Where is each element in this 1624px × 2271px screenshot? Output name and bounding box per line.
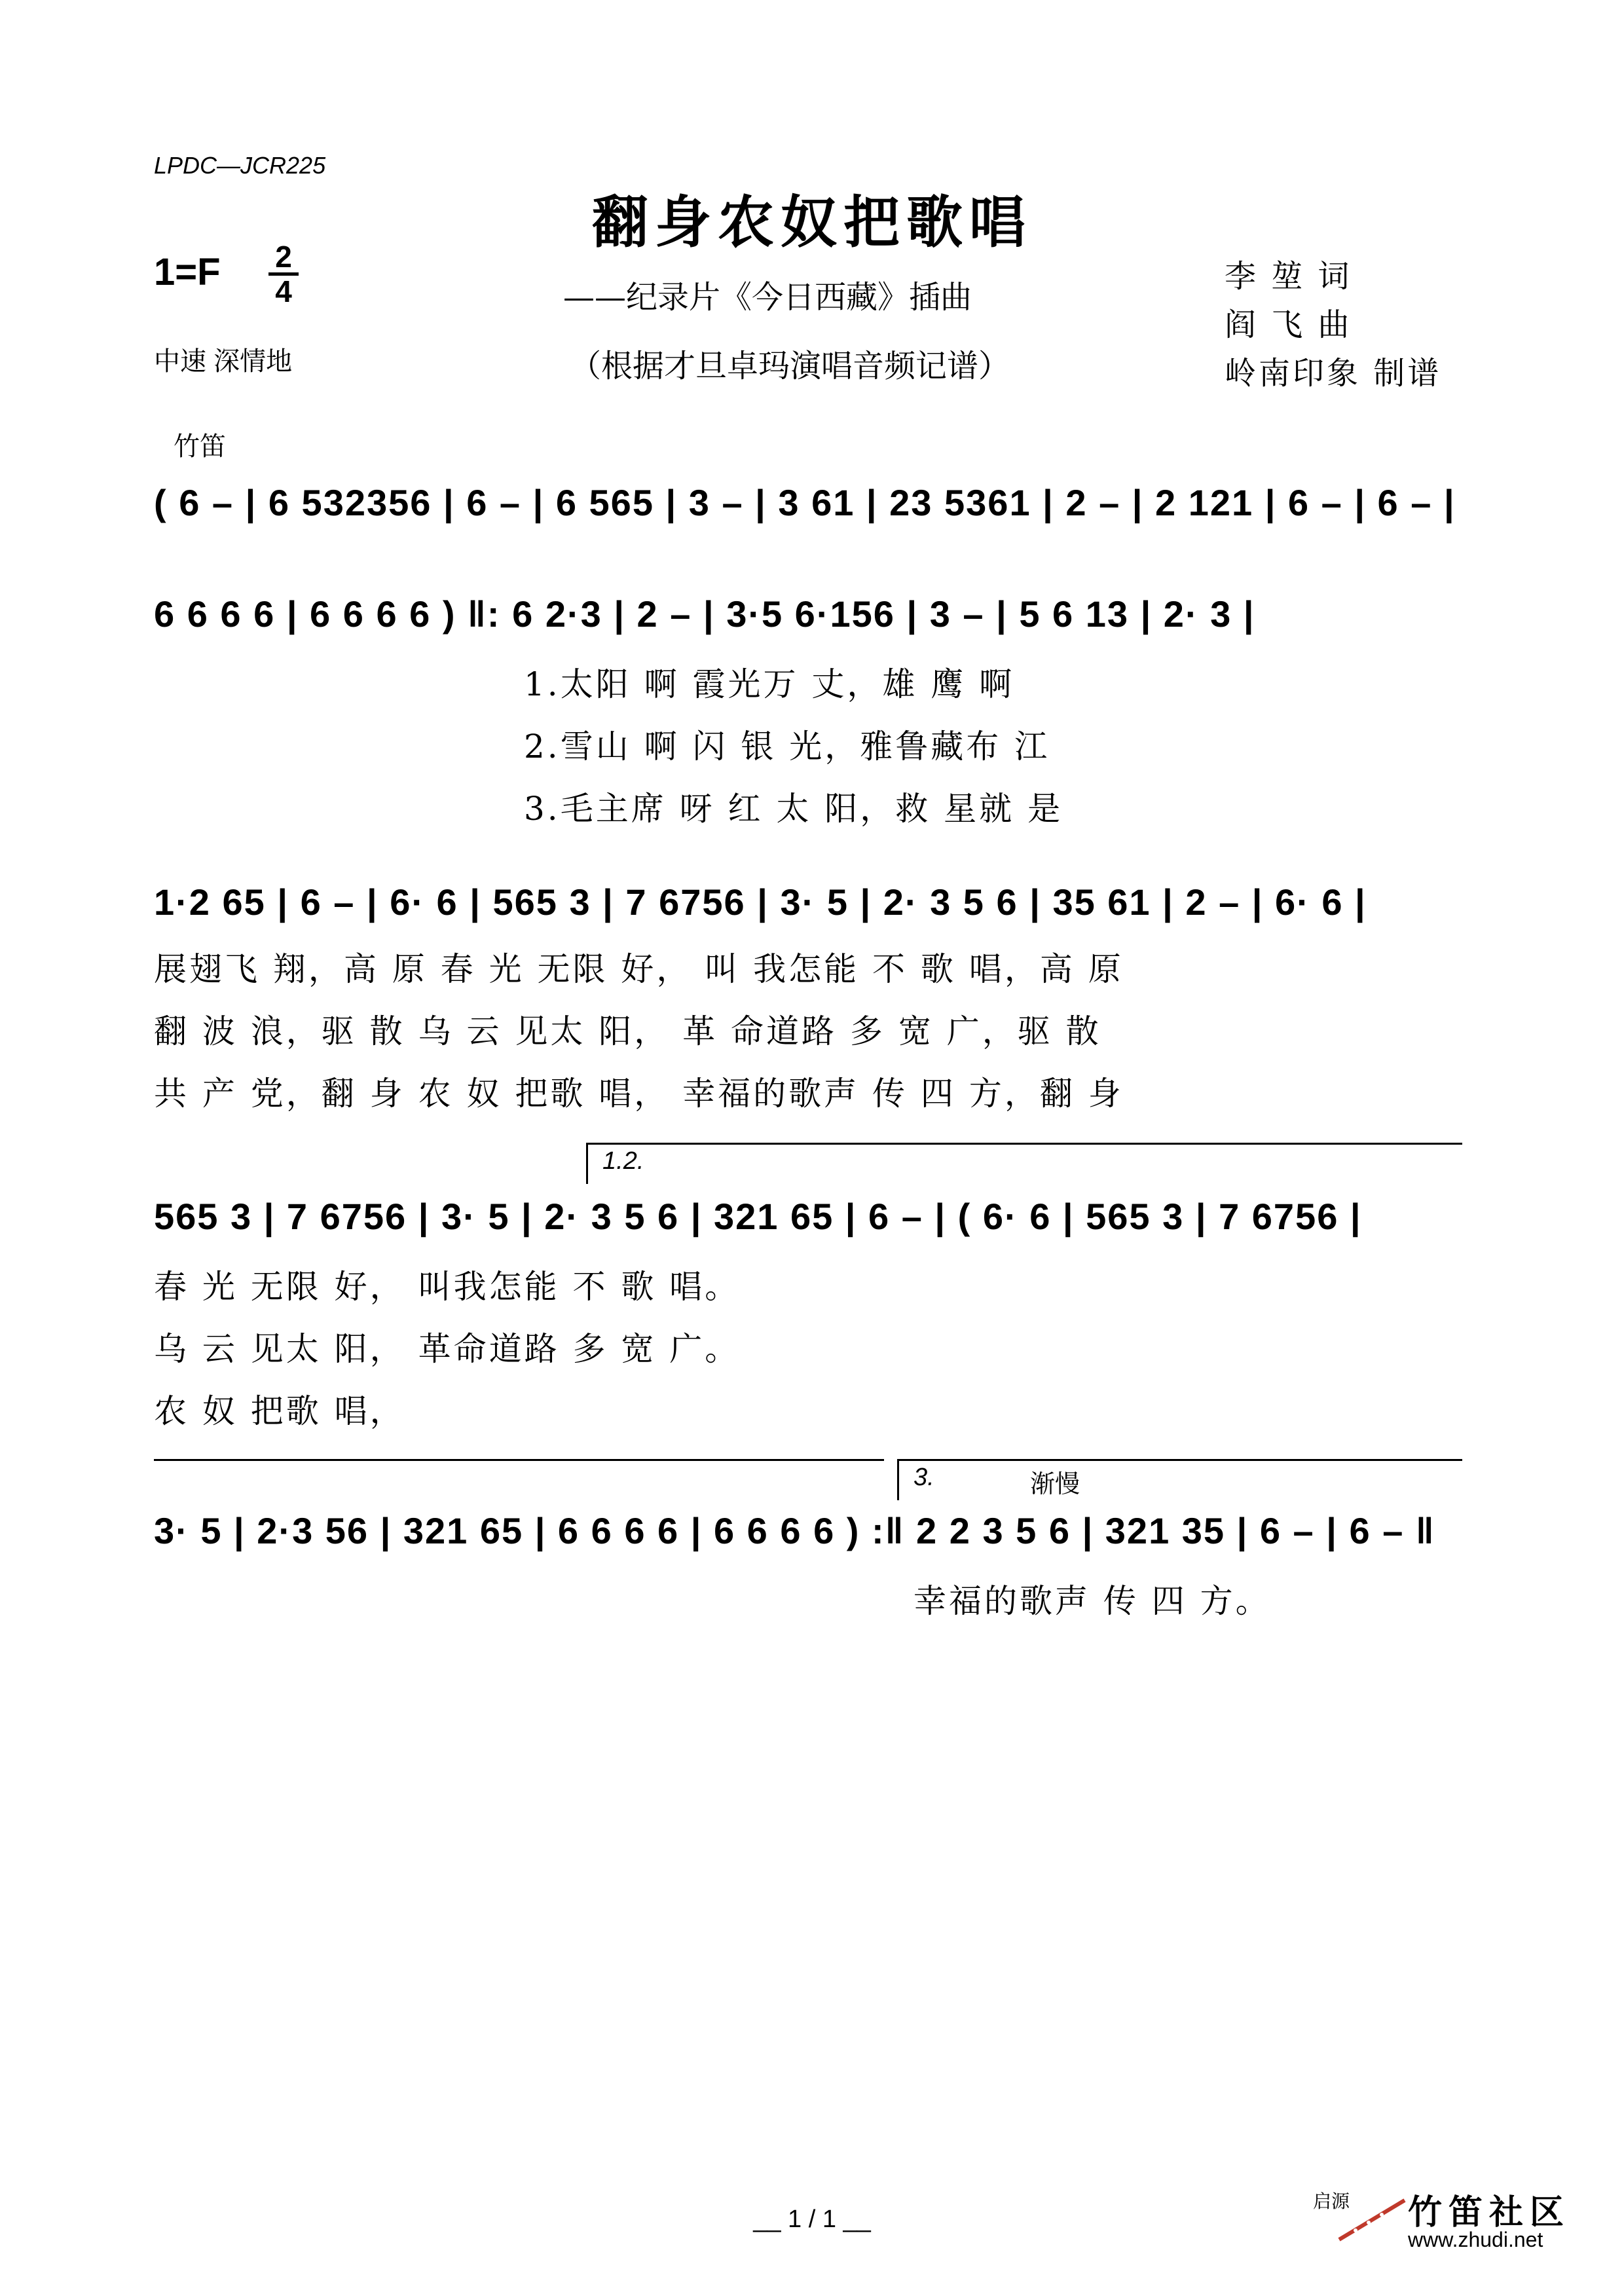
lyric-row4-verse3: 农 奴 把歌 唱， — [154, 1392, 405, 1430]
volta-3-label: 3. — [913, 1464, 934, 1491]
volta-1-2-label: 1.2. — [602, 1147, 644, 1175]
logo-small-text: 启源 — [1313, 2190, 1350, 2212]
lyric-row4-verse1: 春 光 无限 好， 叫我怎能 不 歌 唱。 — [154, 1268, 741, 1306]
lyric-row5-verse3: 幸福的歌声 传 四 方。 — [913, 1582, 1271, 1620]
time-signature — [268, 242, 299, 306]
volta-line-left — [154, 1459, 884, 1461]
lyric-row3-verse2: 翻 波 浪，驱 散 乌 云 见太 阳， 革 命道路 多 宽 广，驱 散 — [154, 1012, 1101, 1050]
page-number: __ 1 / 1 __ — [753, 2206, 871, 2233]
lyricist-credit: 李 堃 词 — [1225, 258, 1352, 295]
time-signature-top: 2 — [275, 240, 292, 274]
lyric-row2-verse1: 1.太阳 啊 霞光万 丈，雄 鹰 啊 — [524, 665, 1015, 703]
site-logo — [1310, 2181, 1598, 2253]
score-row-4: 565 3 | 7 6756 | 3· 5 | 2· 3 5 6 | 321 65 | 6 – | ( 6· 6 | 565 3 | 7 6756 | — [154, 1196, 1362, 1237]
ritardando-mark: 渐慢 — [1030, 1471, 1080, 1498]
volta-1-2 — [586, 1143, 1462, 1184]
composer-credit: 阎 飞 曲 — [1225, 306, 1352, 343]
catalog-code: LPDC—JCR225 — [154, 152, 326, 179]
lyric-row2-verse3: 3.毛主席 呀 红 太 阳，救 星就 是 — [524, 790, 1063, 828]
credits — [1225, 252, 1441, 397]
volta-3 — [897, 1459, 1462, 1500]
source-note: （根据才旦卓玛演唱音频记谱） — [570, 348, 1010, 384]
lyric-row4-verse2: 乌 云 见太 阳， 革命道路 多 宽 广。 — [154, 1330, 741, 1368]
logo-url: www.zhudi.net — [1408, 2228, 1543, 2251]
lyric-row3-verse3: 共 产 党，翻 身 农 奴 把歌 唱， 幸福的歌声 传 四 方，翻 身 — [154, 1075, 1124, 1113]
instrument-label: 竹笛 — [174, 432, 226, 461]
score-row-1: ( 6 – | 6 532356 | 6 – | 6 565 | 3 – | 3 61 | 23 5361 | 2 – | 2 121 | 6 – | 6 – | — [154, 482, 1456, 523]
transcriber-credit: 岭南印象 制谱 — [1225, 355, 1442, 392]
lyric-row2-verse2: 2.雪山 啊 闪 银 光，雅鲁藏布 江 — [524, 728, 1050, 766]
lyric-row3-verse1: 展翅飞 翔，高 原 春 光 无限 好， 叫 我怎能 不 歌 唱，高 原 — [154, 950, 1124, 988]
time-signature-bottom: 4 — [275, 274, 292, 308]
logo-brand: 竹笛社区 — [1408, 2192, 1571, 2232]
tempo-marking: 中速 深情地 — [154, 347, 293, 376]
score-row-3: 1·2 65 | 6 – | 6· 6 | 565 3 | 7 6756 | 3· 5 | 2· 3 5 6 | 35 61 | 2 – | 6· 6 | — [154, 881, 1367, 923]
song-title: 翻身农奴把歌唱 — [592, 189, 1032, 255]
score-row-2: 6 6 6 6 | 6 6 6 6 ) ‖: 6 2·3 | 2 – | 3·5 6·156 | 3 – | 5 6 13 | 2· 3 | — [154, 593, 1255, 635]
score-row-5: 3· 5 | 2·3 56 | 321 65 | 6 6 6 6 | 6 6 6 6 ) :‖ 2 2 3 5 6 | 321 35 | 6 – | 6 – ‖ — [154, 1510, 1435, 1551]
flute-icon — [1336, 2194, 1408, 2246]
subtitle: ——纪录片《今日西藏》插曲 — [563, 279, 972, 316]
key-signature: 1=F — [154, 251, 221, 293]
